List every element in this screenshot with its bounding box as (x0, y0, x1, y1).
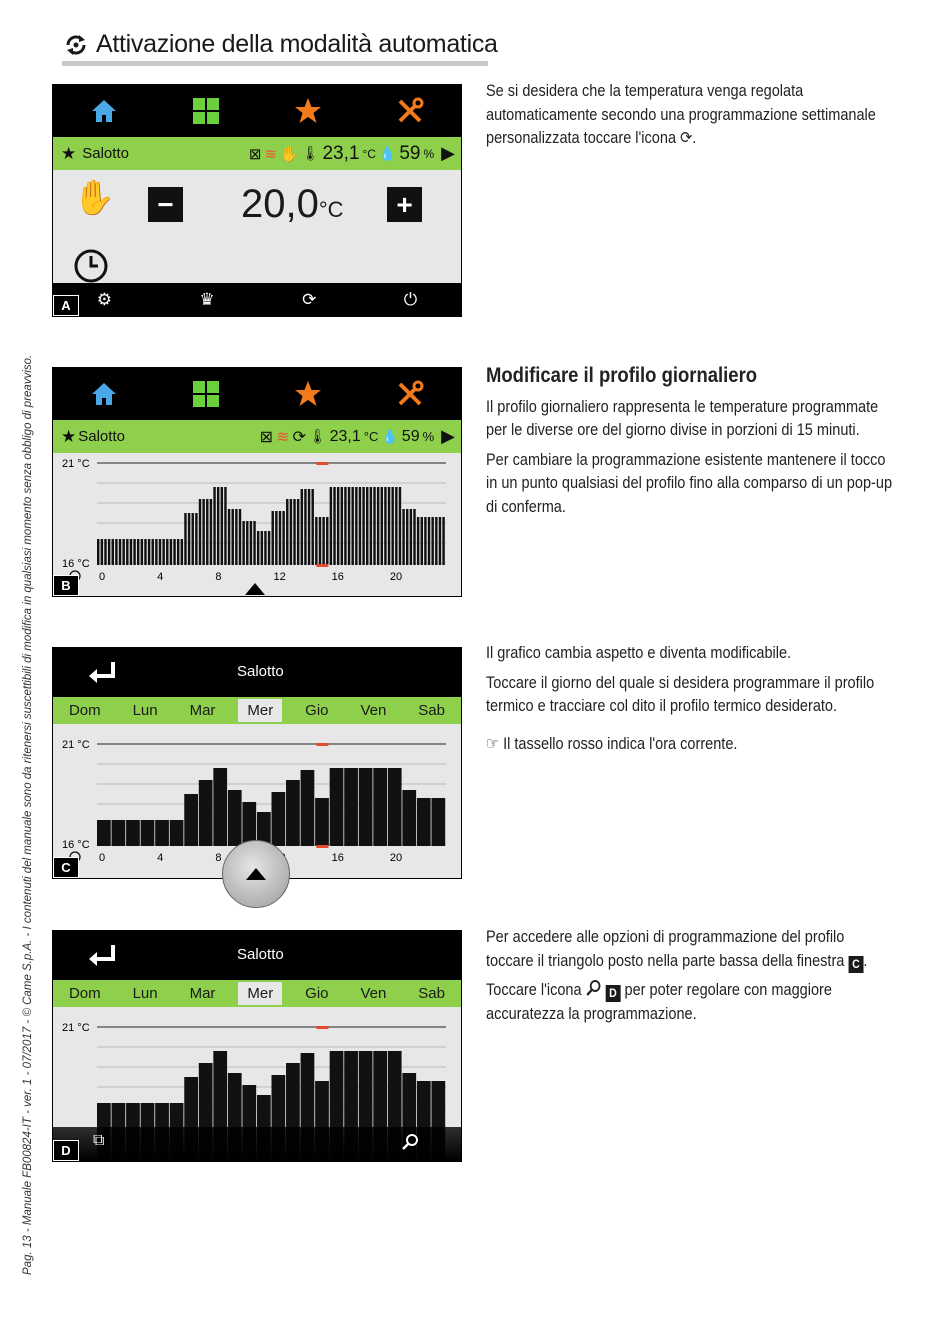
profile-bar[interactable] (315, 517, 317, 565)
day-tab-gio[interactable]: Gio (305, 985, 329, 1002)
star-icon[interactable] (294, 380, 322, 408)
day-tab-sab[interactable]: Sab (418, 702, 445, 719)
current-hour-marker-bottom (316, 845, 328, 848)
status-bar (53, 137, 461, 170)
x-tick-label: 0 (99, 852, 106, 864)
profile-bar[interactable] (217, 487, 219, 565)
header-d (53, 931, 461, 980)
profile-bar[interactable] (384, 487, 386, 565)
profile-bar[interactable] (210, 499, 212, 565)
temperature-value: 23,1 (322, 142, 360, 164)
profile-bar[interactable] (166, 539, 168, 565)
profile-bar[interactable] (355, 487, 357, 565)
profile-bar[interactable] (253, 521, 255, 565)
day-tabs-c (53, 697, 461, 724)
profile-bar[interactable] (133, 539, 135, 565)
ymax-label: 21 °C (62, 739, 90, 751)
x-tick-label: 12 (273, 571, 286, 583)
profile-bar[interactable] (246, 521, 248, 565)
profile-bar[interactable] (351, 487, 353, 565)
profile-bar[interactable] (366, 487, 368, 565)
profile-bar[interactable] (362, 487, 364, 565)
temperature-unit-b: °C (363, 429, 379, 444)
room-name: Salotto (82, 145, 129, 162)
tools-icon[interactable] (396, 380, 424, 408)
auto-mode-button-icon[interactable]: ⟳ (302, 289, 317, 309)
figure-label-b: B (53, 575, 79, 596)
profile-bar[interactable] (122, 539, 124, 565)
day-tab-mar[interactable]: Mar (189, 702, 216, 719)
humidity-unit-b: % (422, 429, 435, 444)
current-hour-marker (316, 462, 328, 465)
tools-icon[interactable] (396, 97, 424, 125)
x-tick-label: 8 (215, 571, 222, 583)
profile-bar[interactable] (337, 487, 339, 565)
star-small-icon: ★ (61, 426, 77, 446)
day-tabs-d (53, 980, 461, 1007)
manual-hand-icon: ✋ (73, 179, 116, 217)
heating-icon: ≋ (264, 145, 277, 163)
profile-bar[interactable] (192, 513, 194, 565)
page-heading (62, 30, 498, 59)
profile-bar[interactable] (97, 539, 99, 565)
settings-icon[interactable]: ⚙ (96, 289, 112, 309)
profile-bar[interactable] (417, 798, 431, 846)
profile-bar[interactable] (268, 531, 270, 565)
profile-bar[interactable] (330, 487, 332, 565)
profile-bar[interactable] (410, 509, 412, 565)
profile-bar[interactable] (341, 487, 343, 565)
profile-bar[interactable] (261, 531, 263, 565)
zoom-inline-icon (586, 979, 602, 997)
profile-bar[interactable] (301, 770, 315, 846)
profile-bar[interactable] (333, 487, 335, 565)
profile-bar[interactable] (304, 489, 306, 565)
humidity-icon: 💧 (378, 145, 397, 161)
profile-bar[interactable] (221, 487, 223, 565)
ymin-label: 16 °C (62, 558, 90, 570)
profile-bar[interactable] (417, 517, 419, 565)
day-tab-gio[interactable]: Gio (305, 702, 329, 719)
x-tick-label: 20 (389, 852, 403, 864)
clock-icon[interactable] (73, 248, 109, 284)
profile-bar[interactable] (330, 768, 344, 846)
day-tab-sab[interactable]: Sab (418, 985, 445, 1002)
profile-bar[interactable] (308, 489, 310, 565)
profile-bar[interactable] (442, 517, 444, 565)
profile-bar[interactable] (431, 517, 433, 565)
zoom-icon[interactable] (401, 1133, 419, 1151)
profile-bar[interactable] (439, 517, 441, 565)
expand-triangle-icon[interactable] (245, 867, 267, 881)
ymax-label: 21 °C (62, 458, 90, 470)
room-title-c: Salotto (237, 663, 284, 680)
profile-bar[interactable] (315, 798, 329, 846)
profile-bar[interactable] (162, 539, 164, 565)
intro-paragraph (486, 80, 895, 157)
daily-profile-chart-b[interactable] (53, 453, 461, 596)
profile-bar[interactable] (213, 487, 215, 565)
back-arrow-icon[interactable] (87, 660, 117, 686)
setpoint-unit: °C (318, 197, 344, 222)
profile-bar[interactable] (112, 820, 126, 846)
profile-bar[interactable] (275, 511, 277, 565)
profile-bar[interactable] (370, 487, 372, 565)
profile-bar[interactable] (199, 499, 201, 565)
window-icon: ⊠ (248, 145, 262, 163)
profile-bar[interactable] (344, 768, 358, 846)
thermometer-icon: 🌡 (301, 145, 320, 161)
profile-bar[interactable] (101, 539, 103, 565)
minus-button[interactable]: − (148, 187, 183, 222)
editable-text: Il grafico cambia aspetto e diventa modificabile. (486, 644, 792, 662)
profile-bar[interactable] (282, 511, 284, 565)
profile-bar[interactable] (279, 511, 281, 565)
ymax-label: 21 °C (62, 1022, 90, 1034)
profile-bar[interactable] (388, 487, 390, 565)
current-hour-marker (316, 743, 328, 746)
profile-bar[interactable] (126, 820, 140, 846)
screenshot-d (52, 930, 462, 1162)
window-icon: ⊠ (259, 428, 274, 446)
day-tab-dom[interactable]: Dom (68, 702, 101, 719)
profile-bar[interactable] (141, 539, 143, 565)
expand-triangle-icon[interactable] (244, 582, 266, 596)
profile-bar[interactable] (293, 499, 295, 565)
profile-bar[interactable] (395, 487, 397, 565)
profile-bar[interactable] (188, 513, 190, 565)
triangle-instructions: Per accedere alle opzioni di programmazione del profilo toccare il triangolo posto nella parte bassa della finestra (486, 928, 845, 970)
profile-bar[interactable] (413, 509, 415, 565)
profile-bar[interactable] (272, 792, 286, 846)
profile-bar[interactable] (264, 531, 266, 565)
humidity-unit: % (423, 146, 435, 161)
home-icon[interactable] (90, 98, 118, 124)
ymin-label: 16 °C (62, 839, 90, 851)
figure-label-a: A (53, 295, 79, 316)
auto-inline-icon: ⟳ (680, 129, 693, 147)
zoom-instructions-b: per poter regolare con maggiore accuratezza la programmazione. (486, 981, 832, 1023)
profile-bar[interactable] (235, 509, 237, 565)
profile-bar[interactable] (184, 794, 198, 846)
profile-bar[interactable] (173, 539, 175, 565)
crown-icon[interactable]: ♛ (199, 289, 215, 309)
profile-bar[interactable] (359, 487, 361, 565)
profile-bar[interactable] (391, 487, 393, 565)
profile-bar[interactable] (152, 539, 154, 565)
profile-bar[interactable] (144, 539, 146, 565)
profile-bar[interactable] (170, 820, 184, 846)
profile-bar[interactable] (286, 499, 288, 565)
grid-icon[interactable] (192, 380, 220, 408)
profile-bar[interactable] (224, 487, 226, 565)
profile-bar[interactable] (181, 539, 183, 565)
intro-text: Se si desidera che la temperatura venga regolata automaticamente secondo una programmazione settimanale personalizzata toccare l'icona (486, 82, 876, 147)
power-icon[interactable]: ⏻ (403, 289, 418, 309)
profile-bar[interactable] (202, 499, 204, 565)
profile-bar[interactable] (112, 539, 114, 565)
profile-edit-instructions: Per cambiare la programmazione esistente mantenere il tocco in un punto qualsiasi del profilo fino alla comparso di un pop-up di conferma. (486, 450, 893, 516)
profile-bar[interactable] (108, 539, 110, 565)
bottom-toolbar (53, 283, 461, 316)
profile-bar[interactable] (126, 539, 128, 565)
room-title-d: Salotto (237, 946, 284, 963)
profile-bar[interactable] (232, 509, 234, 565)
profile-bar[interactable] (319, 517, 321, 565)
profile-bar[interactable] (344, 487, 346, 565)
humidity-icon: 💧 (381, 428, 399, 444)
x-tick-label: 20 (389, 571, 403, 583)
day-tab-lun[interactable]: Lun (132, 702, 158, 719)
zoom-instructions-a: Toccare l'icona (486, 981, 582, 999)
profile-bar[interactable] (311, 489, 313, 565)
hand-icon: ✋ (279, 145, 299, 163)
triangle-end: . (863, 951, 868, 970)
profile-bar[interactable] (373, 487, 375, 565)
profile-bar[interactable] (377, 487, 379, 565)
setpoint-display (241, 182, 344, 227)
profile-bar[interactable] (130, 539, 132, 565)
x-tick-label: 0 (99, 571, 106, 583)
day-tab-mer[interactable]: Mer (238, 699, 282, 722)
red-marker-note: Il tassello rosso indica l'ora corrente. (503, 734, 738, 753)
profile-bar[interactable] (97, 820, 111, 846)
profile-bar[interactable] (242, 521, 244, 565)
temperature-value-b: 23,1 (329, 427, 361, 445)
day-tab-mar[interactable]: Mar (189, 985, 216, 1002)
profile-bar[interactable] (431, 798, 445, 846)
profile-bar[interactable] (199, 780, 213, 846)
profile-bar[interactable] (115, 539, 117, 565)
humidity-value: 59 (399, 142, 421, 164)
profile-description: Il profilo giornaliero rappresenta le temperature programmate per le diverse ore del giorno divise in porzioni di 15 minuti. (486, 397, 879, 439)
grid-icon[interactable] (192, 97, 220, 125)
day-tab-ven[interactable]: Ven (360, 702, 387, 719)
auto-status-icon: ⟳ (292, 428, 306, 446)
day-tab-mer[interactable]: Mer (238, 982, 282, 1005)
touch-highlight[interactable] (222, 840, 290, 908)
profile-bar[interactable] (402, 509, 404, 565)
profile-bar[interactable] (326, 517, 328, 565)
section4-text (486, 926, 895, 1032)
room-name-b: Salotto (78, 428, 125, 445)
profile-bar[interactable] (228, 790, 242, 846)
screenshot-b (52, 367, 462, 597)
profile-bar[interactable] (322, 517, 324, 565)
profile-bar[interactable] (250, 521, 252, 565)
figure-label-c: C (53, 857, 79, 878)
profile-bar[interactable] (177, 539, 179, 565)
profile-bar[interactable] (104, 539, 106, 565)
profile-bar[interactable] (428, 517, 430, 565)
profile-bar[interactable] (239, 509, 241, 565)
ref-label-d: D (606, 985, 621, 1002)
profile-bar[interactable] (141, 820, 155, 846)
profile-bar[interactable] (301, 489, 303, 565)
copy-icon[interactable]: ⧉ (93, 1132, 105, 1149)
profile-bar[interactable] (155, 820, 169, 846)
play-icon[interactable]: ▶ (441, 143, 455, 163)
header-c (53, 648, 461, 697)
profile-bar[interactable] (228, 509, 230, 565)
profile-bar[interactable] (399, 487, 401, 565)
page-footer-vertical: Pag. 13 - Manuale FB00824-IT - ver. 1 - 07/2017 - © Came S.p.A. - I contenuti del manuale sono da ritenersi suscettibili di modifica in qualsiasi momento senza obbligo di preavviso. (22, 354, 34, 1275)
top-nav-b (53, 368, 461, 420)
profile-bar[interactable] (290, 499, 292, 565)
ref-label-c: C (848, 956, 863, 973)
x-tick-label: 8 (215, 852, 222, 864)
profile-bar[interactable] (195, 513, 197, 565)
profile-bar[interactable] (155, 539, 157, 565)
plus-button[interactable]: + (387, 187, 422, 222)
profile-bar[interactable] (170, 539, 172, 565)
current-hour-marker-bottom (316, 564, 328, 567)
profile-bar[interactable] (213, 768, 227, 846)
profile-bar[interactable] (159, 539, 161, 565)
profile-panel-b[interactable] (53, 453, 461, 596)
day-tab-lun[interactable]: Lun (132, 985, 158, 1002)
profile-bar[interactable] (348, 487, 350, 565)
profile-bar[interactable] (424, 517, 426, 565)
back-arrow-icon[interactable] (87, 943, 117, 969)
star-small-icon: ★ (61, 143, 77, 163)
x-tick-label: 16 (331, 571, 344, 583)
options-bar (53, 1127, 461, 1161)
profile-bar[interactable] (402, 790, 416, 846)
temperature-unit: °C (362, 146, 376, 161)
setpoint-value: 20,0 (241, 182, 319, 226)
x-tick-label: 16 (331, 852, 344, 864)
screenshot-a (52, 84, 462, 317)
profile-bar[interactable] (359, 768, 373, 846)
star-icon[interactable] (294, 97, 322, 125)
current-hour-marker (316, 1026, 328, 1029)
profile-bar[interactable] (257, 531, 259, 565)
profile-bar[interactable] (272, 511, 274, 565)
profile-bar[interactable] (148, 539, 150, 565)
profile-bar[interactable] (119, 539, 121, 565)
profile-panel-d[interactable] (53, 1007, 461, 1161)
x-tick-label: 4 (157, 852, 164, 864)
profile-bar[interactable] (406, 509, 408, 565)
setpoint-panel (53, 170, 461, 283)
day-tab-ven[interactable]: Ven (360, 985, 387, 1002)
profile-bar[interactable] (137, 539, 139, 565)
play-icon[interactable]: ▶ (441, 426, 455, 446)
profile-bar[interactable] (421, 517, 423, 565)
profile-bar[interactable] (297, 499, 299, 565)
profile-bar[interactable] (381, 487, 383, 565)
auto-mode-icon (62, 31, 90, 59)
day-tab-dom[interactable]: Dom (68, 985, 101, 1002)
profile-bar[interactable] (286, 780, 300, 846)
figure-label-d: D (53, 1140, 79, 1161)
home-icon[interactable] (90, 381, 118, 407)
x-tick-label: 4 (157, 571, 164, 583)
heading-text: Attivazione della modalità automatica (96, 30, 498, 58)
profile-bar[interactable] (184, 513, 186, 565)
thermometer-icon: 🌡 (308, 428, 327, 444)
profile-bar[interactable] (388, 768, 402, 846)
section2-text (486, 364, 895, 525)
heating-icon: ≋ (276, 428, 290, 446)
profile-bar[interactable] (206, 499, 208, 565)
status-bar-b (53, 420, 461, 453)
section3-text (486, 642, 895, 762)
draw-profile-text: Toccare il giorno del quale si desidera programmare il profilo termico e tracciare col dito il profilo termico desiderato. (486, 673, 875, 715)
pointing-hand-icon: ☞ (486, 734, 500, 753)
profile-bar[interactable] (435, 517, 437, 565)
heading-underline (62, 61, 488, 66)
profile-bar[interactable] (373, 768, 387, 846)
top-nav (53, 85, 461, 137)
section2-title: Modificare il profilo giornaliero (486, 364, 758, 387)
intro-end: . (692, 129, 697, 147)
humidity-value-b: 59 (401, 427, 420, 445)
